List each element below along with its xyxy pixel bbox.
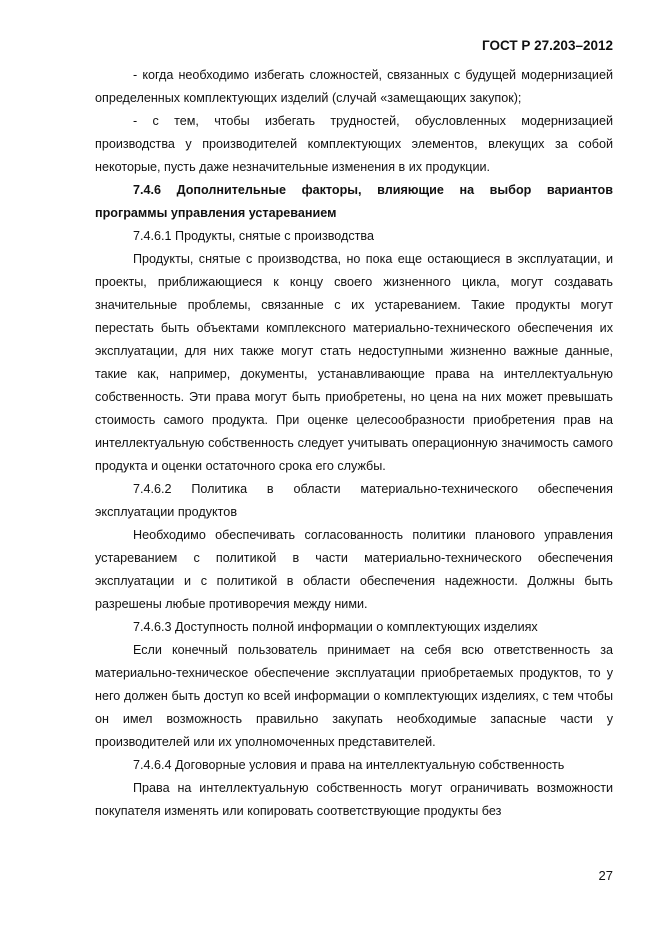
section-heading-7-4-6: 7.4.6 Дополнительные факторы, влияющие на выбор вариантов программы управления устареванием: [95, 183, 613, 220]
document-header: ГОСТ Р 27.203–2012: [482, 38, 613, 53]
paragraph-list-item-1: - когда необходимо избегать сложностей, связанных с будущей модернизацией определенных комплектующих изделий (случай «замещающих закупок);: [95, 68, 613, 105]
subsection-heading-7-4-6-4: 7.4.6.4 Договорные условия и права на интеллектуальную собственность: [133, 758, 565, 772]
subsection-heading-7-4-6-3: 7.4.6.3 Доступность полной информации о комплектующих изделиях: [133, 620, 538, 634]
paragraph-7-4-6-3: Если конечный пользователь принимает на себя всю ответственность за материально-техническое обеспечение эксплуатации приобретаемых продуктов, то у него должен быть доступ ко всей информации о комплектующих изделиях, с тем чтобы он имел возможность правильно закупать необходимые запасные части у производителей или их уполномоченных представителей.: [95, 643, 613, 749]
paragraph-7-4-6-1: Продукты, снятые с производства, но пока еще остающиеся в эксплуатации, и проекты, приближающиеся к концу своего жизненного цикла, могут создавать значительные проблемы, связанные с их устареванием. Такие продукты могут перестать быть объектами комплексного материально-технического обеспечения их эксплуатации, для них также могут стать недоступными жизненно важные данные, такие как, например, документы, устанавливающие права на интеллектуальную собственность. Эти права могут быть приобретены, но цена на них может превышать стоимость самого продукта. При оценке целесообразности приобретения прав на интеллектуальную собственность следует учитывать операционную значимость самого продукта и оценки остаточного срока его службы.: [95, 252, 613, 473]
paragraph-7-4-6-4: Права на интеллектуальную собственность могут ограничивать возможности покупателя изменять или копировать соответствующие продукты без: [95, 781, 613, 818]
subsection-heading-7-4-6-2: 7.4.6.2 Политика в области материально-технического обеспечения эксплуатации продуктов: [95, 482, 613, 519]
paragraph-list-item-2: - с тем, чтобы избегать трудностей, обусловленных модернизацией производства у производителей комплектующих элементов, влекущих за собой некоторые, пусть даже незначительные изменения в их продукции.: [95, 114, 613, 174]
subsection-heading-7-4-6-1: 7.4.6.1 Продукты, снятые с производства: [133, 229, 374, 243]
page-number: 27: [598, 868, 613, 883]
document-body: [95, 64, 613, 823]
paragraph-7-4-6-2: Необходимо обеспечивать согласованность политики планового управления устареванием с политикой в части материально-технического обеспечения эксплуатации и с политикой в области обеспечения надежности. Должны быть разрешены любые противоречия между ними.: [95, 528, 613, 611]
